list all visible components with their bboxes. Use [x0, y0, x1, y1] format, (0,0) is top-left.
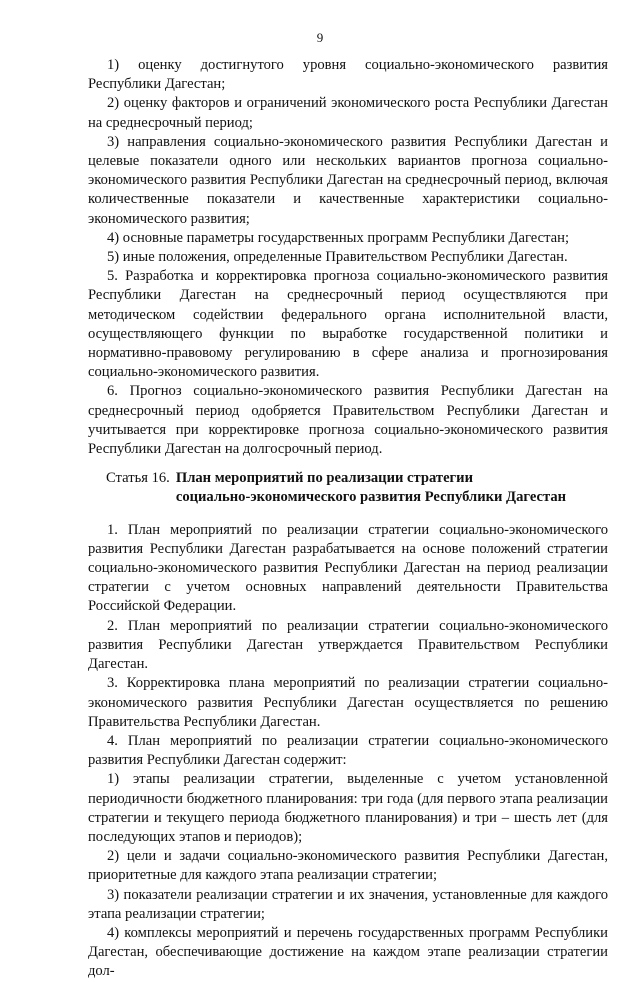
list-item-indicators: 3) показатели реализации стратегии и их значения, установленные для каждого этапа реализации стратегии;: [88, 886, 608, 922]
article-title-line1: План мероприятий по реализации стратегии: [175, 470, 473, 487]
list-item-assessment-level: 1) оценку достигнутого уровня социально-экономического развития Республики Дагестан;: [88, 57, 608, 93]
article-heading: [88, 469, 608, 507]
list-item-development-directions: 3) направления социально-экономического развития Республики Дагестан и целевые показатели одного или нескольких вариантов прогноза социально-экономического развития Республики Дагестан на среднесрочный период, включая количественные показатели и качественные характеристики социально-экономического развития;: [88, 133, 608, 227]
clause-2-plan-approval: 2. План мероприятий по реализации стратегии социально-экономического развития Республики Дагестан утверждается Правительством Республики Дагестан.: [88, 617, 608, 673]
article-title: [176, 469, 566, 507]
clause-3-plan-correction: 3. Корректировка плана мероприятий по реализации стратегии социально-экономического развития Республики Дагестан осуществляется по решению Правительства Республики Дагестан.: [88, 675, 608, 730]
list-item-other-provisions: 5) иные положения, определенные Правительством Республики Дагестан.: [107, 249, 568, 266]
clause-6-forecast-approval: 6. Прогноз социально-экономического развития Республики Дагестан на среднесрочный период одобряется Правительством Республики Дагестан и учитывается при корректировке прогноза социально-экономического развития Республики Дагестан на долгосрочный период.: [88, 383, 608, 458]
page-number: 9: [316, 30, 324, 45]
document-body: [88, 56, 608, 982]
clause-1-plan-development: 1. План мероприятий по реализации стратегии социально-экономического развития Республики Дагестан разрабатывается на основе положений стратегии социально-экономического развития Республики Дагестан на период реализации стратегии с учетом основных направлений деятельности Правительства Российской Федерации.: [88, 521, 608, 615]
list-item-stages: 1) этапы реализации стратегии, выделенные с учетом установленной периодичности бюджетного планирования: три года (для первого этапа реализации стратегии и текущего периода бюджетного планирования) и три – шесть лет (для последующих этапов и периодов);: [88, 771, 608, 845]
clause-5-forecast-development: 5. Разработка и корректировка прогноза социально-экономического развития Республики Дагестан на среднесрочный период осуществляются при методическом содействии федерального органа исполнительной власти, осуществляющего функции по выработке государственной политики и нормативно-правовому регулированию в сфере анализа и прогнозирования социально-экономического развития.: [88, 268, 608, 381]
article-label: Статья 16.: [106, 470, 170, 487]
article-title-line2: социально-экономического развития Республики Дагестан: [175, 489, 567, 506]
list-item-growth-factors: 2) оценку факторов и ограничений экономического роста Республики Дагестан на среднесрочный период;: [88, 95, 608, 131]
list-item-goals-tasks: 2) цели и задачи социально-экономического развития Республики Дагестан, приоритетные для каждого этапа реализации стратегии;: [88, 848, 608, 884]
clause-4-plan-contents: 4. План мероприятий по реализации стратегии социально-экономического развития Республики Дагестан содержит:: [88, 732, 608, 769]
list-item-action-complexes: 4) комплексы мероприятий и перечень государственных программ Республики Дагестан, обеспечивающие достижение на каждом этапе реализации стратегии дол-: [88, 924, 608, 980]
list-item-program-parameters: 4) основные параметры государственных программ Республики Дагестан;: [107, 229, 569, 246]
